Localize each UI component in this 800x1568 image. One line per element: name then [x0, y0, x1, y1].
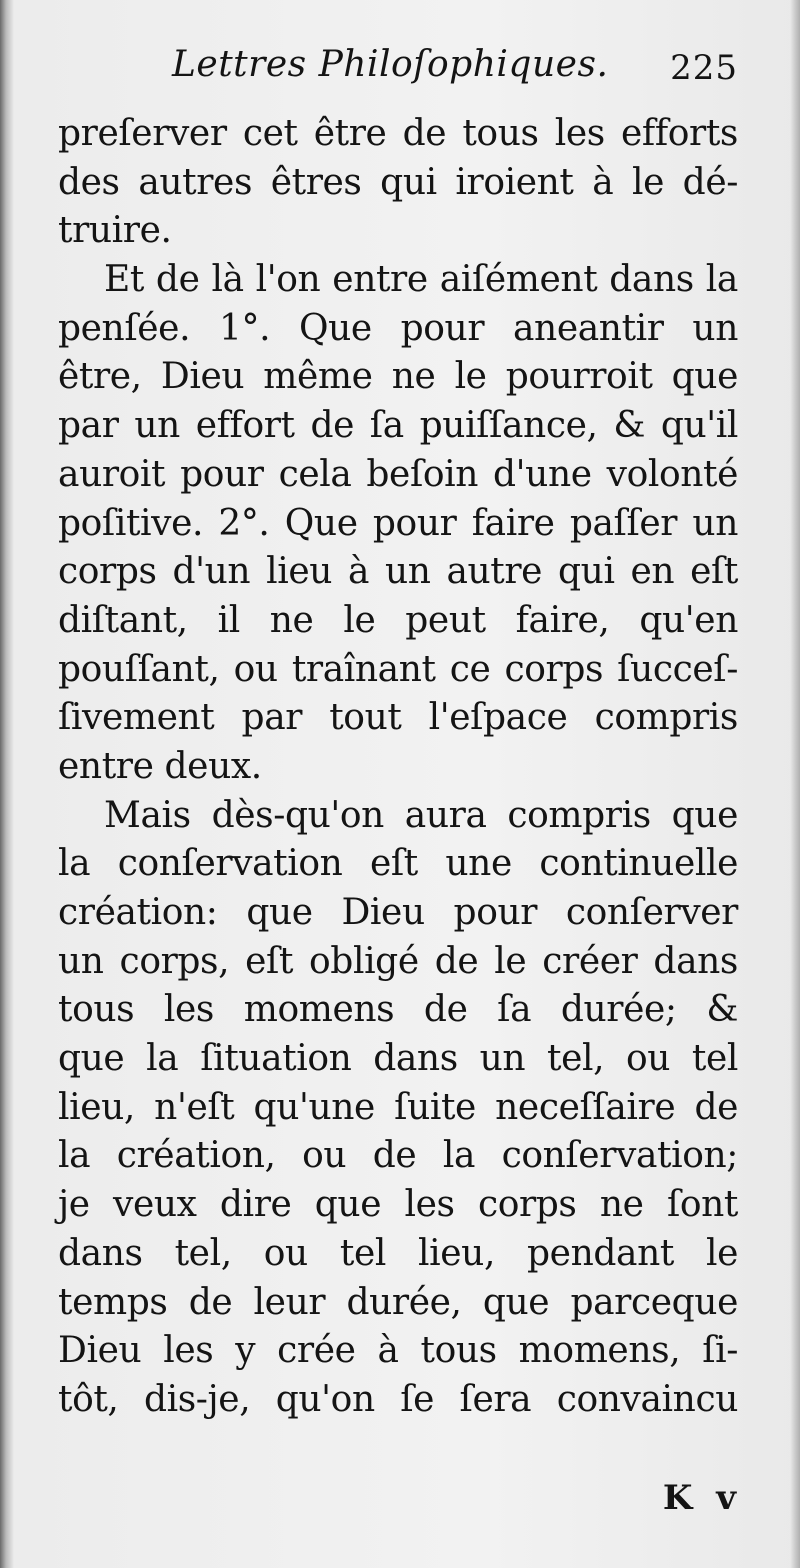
text-line: entre deux. — [58, 745, 262, 787]
text-line: des autres êtres qui iroient à le dé- — [58, 161, 738, 203]
signature-mark: K v — [662, 1478, 742, 1518]
text-line: penſée. 1°. Que pour aneantir un — [58, 307, 738, 349]
text-line: tôt, dis-je, qu'on ſe ſera convaincu — [58, 1378, 738, 1420]
text-line: pouſſant, ou traînant ce corps ſucceſ- — [58, 648, 738, 690]
text-line: diſtant, il ne le peut faire, qu'en — [58, 599, 738, 641]
page-edge-shadow — [790, 0, 800, 1568]
text-line: être, Dieu même ne le pourroit que — [58, 356, 738, 398]
text-line: ſivement par tout l'eſpace compris — [58, 697, 738, 739]
text-line: corps d'un lieu à un autre qui en eſt — [58, 551, 738, 593]
text-line: création: que Dieu pour conſerver — [58, 892, 738, 933]
text-line: Dieu les y crée à tous momens, ſi- — [58, 1330, 738, 1372]
running-head — [60, 44, 740, 104]
text-line: par un effort de ſa puiſſance, & qu'il — [58, 405, 738, 447]
text-line: Mais dès-qu'on aura compris que — [104, 794, 738, 836]
text-line: dans tel, ou tel lieu, pendant le — [58, 1232, 738, 1274]
text-line: un corps, eſt obligé de le créer dans — [58, 940, 738, 982]
text-line: truire. — [58, 210, 172, 252]
text-line: tous les momens de ſa durée; & — [58, 989, 738, 1031]
body-text — [58, 110, 738, 1425]
text-line: lieu, n'eſt qu'une ſuite neceſſaire de — [58, 1086, 738, 1128]
text-line: temps de leur durée, que parceque — [58, 1281, 738, 1323]
text-line: que la ſituation dans un tel, ou tel — [58, 1038, 738, 1080]
text-line: la conſervation eſt une continuelle — [58, 843, 738, 885]
text-line: poſitive. 2°. Que pour faire paſſer un — [58, 502, 738, 544]
running-title: Lettres Philoſophiques. — [172, 44, 609, 85]
text-line: preſerver cet être de tous les efforts — [58, 113, 738, 154]
text-line: Et de là l'on entre aiſément dans la — [104, 259, 738, 301]
page-number: 225 — [670, 48, 738, 88]
text-line: auroit pour cela beſoin d'une volonté — [58, 453, 738, 495]
text-line: la création, ou de la conſervation; — [58, 1135, 738, 1177]
text-line: je veux dire que les corps ne ſont — [58, 1184, 738, 1226]
